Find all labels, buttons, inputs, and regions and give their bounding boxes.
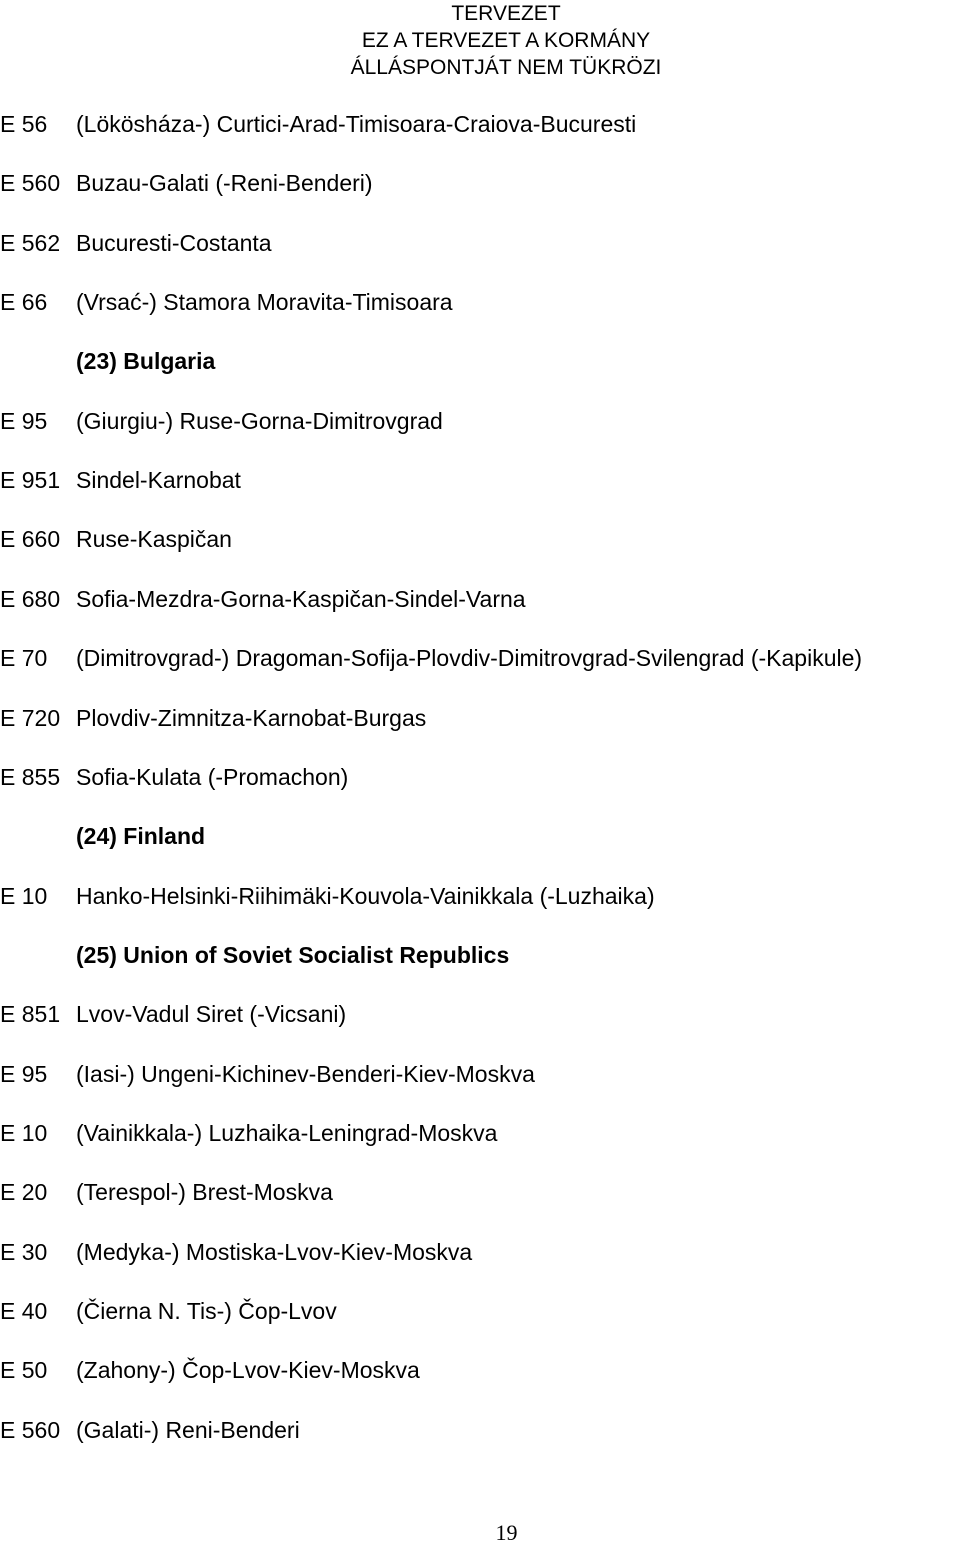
draft-disclaimer-header (330, 0, 682, 81)
route-description: (Vrsać-) Stamora Moravita-Timisoara (76, 289, 453, 315)
route-description: Sindel-Karnobat (76, 467, 241, 493)
route-code: E 50 (0, 1357, 48, 1383)
page-number: 19 (495, 1520, 518, 1545)
route-code: E 560 (0, 170, 61, 196)
route-description: Buzau-Galati (-Reni-Benderi) (76, 170, 373, 196)
route-code: E 720 (0, 705, 61, 731)
route-code: E 855 (0, 764, 61, 790)
country-section-title: (24) Finland (76, 823, 206, 849)
draft-notice-line-2: ÁLLÁSPONTJÁT NEM TÜKRÖZI (350, 56, 662, 79)
route-description: (Dimitrovgrad-) Dragoman-Sofija-Plovdiv-Dimitrovgrad-Svilengrad (-Kapikule) (76, 645, 863, 671)
route-description: (Galati-) Reni-Benderi (76, 1417, 300, 1443)
route-code: E 66 (0, 289, 48, 315)
route-description: (Iasi-) Ungeni-Kichinev-Benderi-Kiev-Moskva (76, 1061, 535, 1087)
route-code: E 562 (0, 230, 61, 256)
route-code: E 70 (0, 645, 48, 671)
route-code: E 851 (0, 1001, 61, 1027)
route-code: E 20 (0, 1179, 48, 1205)
route-description: Hanko-Helsinki-Riihimäki-Kouvola-Vainikkala (-Luzhaika) (76, 883, 655, 909)
draft-notice-line: EZ A TERVEZET A KORMÁNY (361, 29, 651, 52)
route-description: (Zahony-) Čop-Lvov-Kiev-Moskva (76, 1357, 420, 1383)
route-code: E 30 (0, 1239, 48, 1265)
route-description: (Čierna N. Tis-) Čop-Lvov (76, 1298, 337, 1324)
route-description: (Lökösháza-) Curtici-Arad-Timisoara-Craiova-Bucuresti (76, 111, 637, 137)
route-description: Sofia-Kulata (-Promachon) (76, 764, 349, 790)
route-code: E 10 (0, 883, 48, 909)
country-section-title: (23) Bulgaria (76, 348, 216, 374)
route-code: E 40 (0, 1298, 48, 1324)
route-code: E 660 (0, 526, 61, 552)
route-description: (Giurgiu-) Ruse-Gorna-Dimitrovgrad (76, 408, 443, 434)
route-code: E 680 (0, 586, 61, 612)
route-code: E 56 (0, 111, 48, 137)
country-section-title: (25) Union of Soviet Socialist Republics (76, 942, 510, 968)
route-description: (Vainikkala-) Luzhaika-Leningrad-Moskva (76, 1120, 498, 1146)
route-description: Bucuresti-Costanta (76, 230, 272, 256)
route-description: Lvov-Vadul Siret (-Vicsani) (76, 1001, 347, 1027)
route-code: E 951 (0, 467, 61, 493)
route-description: (Medyka-) Mostiska-Lvov-Kiev-Moskva (76, 1239, 473, 1265)
route-code: E 560 (0, 1417, 61, 1443)
draft-label: TERVEZET (451, 2, 561, 25)
route-description: Sofia-Mezdra-Gorna-Kaspičan-Sindel-Varna (76, 586, 526, 612)
route-code: E 10 (0, 1120, 48, 1146)
route-description: Ruse-Kaspičan (76, 526, 232, 552)
route-code: E 95 (0, 408, 48, 434)
route-code: E 95 (0, 1061, 48, 1087)
route-description: Plovdiv-Zimnitza-Karnobat-Burgas (76, 705, 427, 731)
route-description: (Terespol-) Brest-Moskva (76, 1179, 333, 1205)
